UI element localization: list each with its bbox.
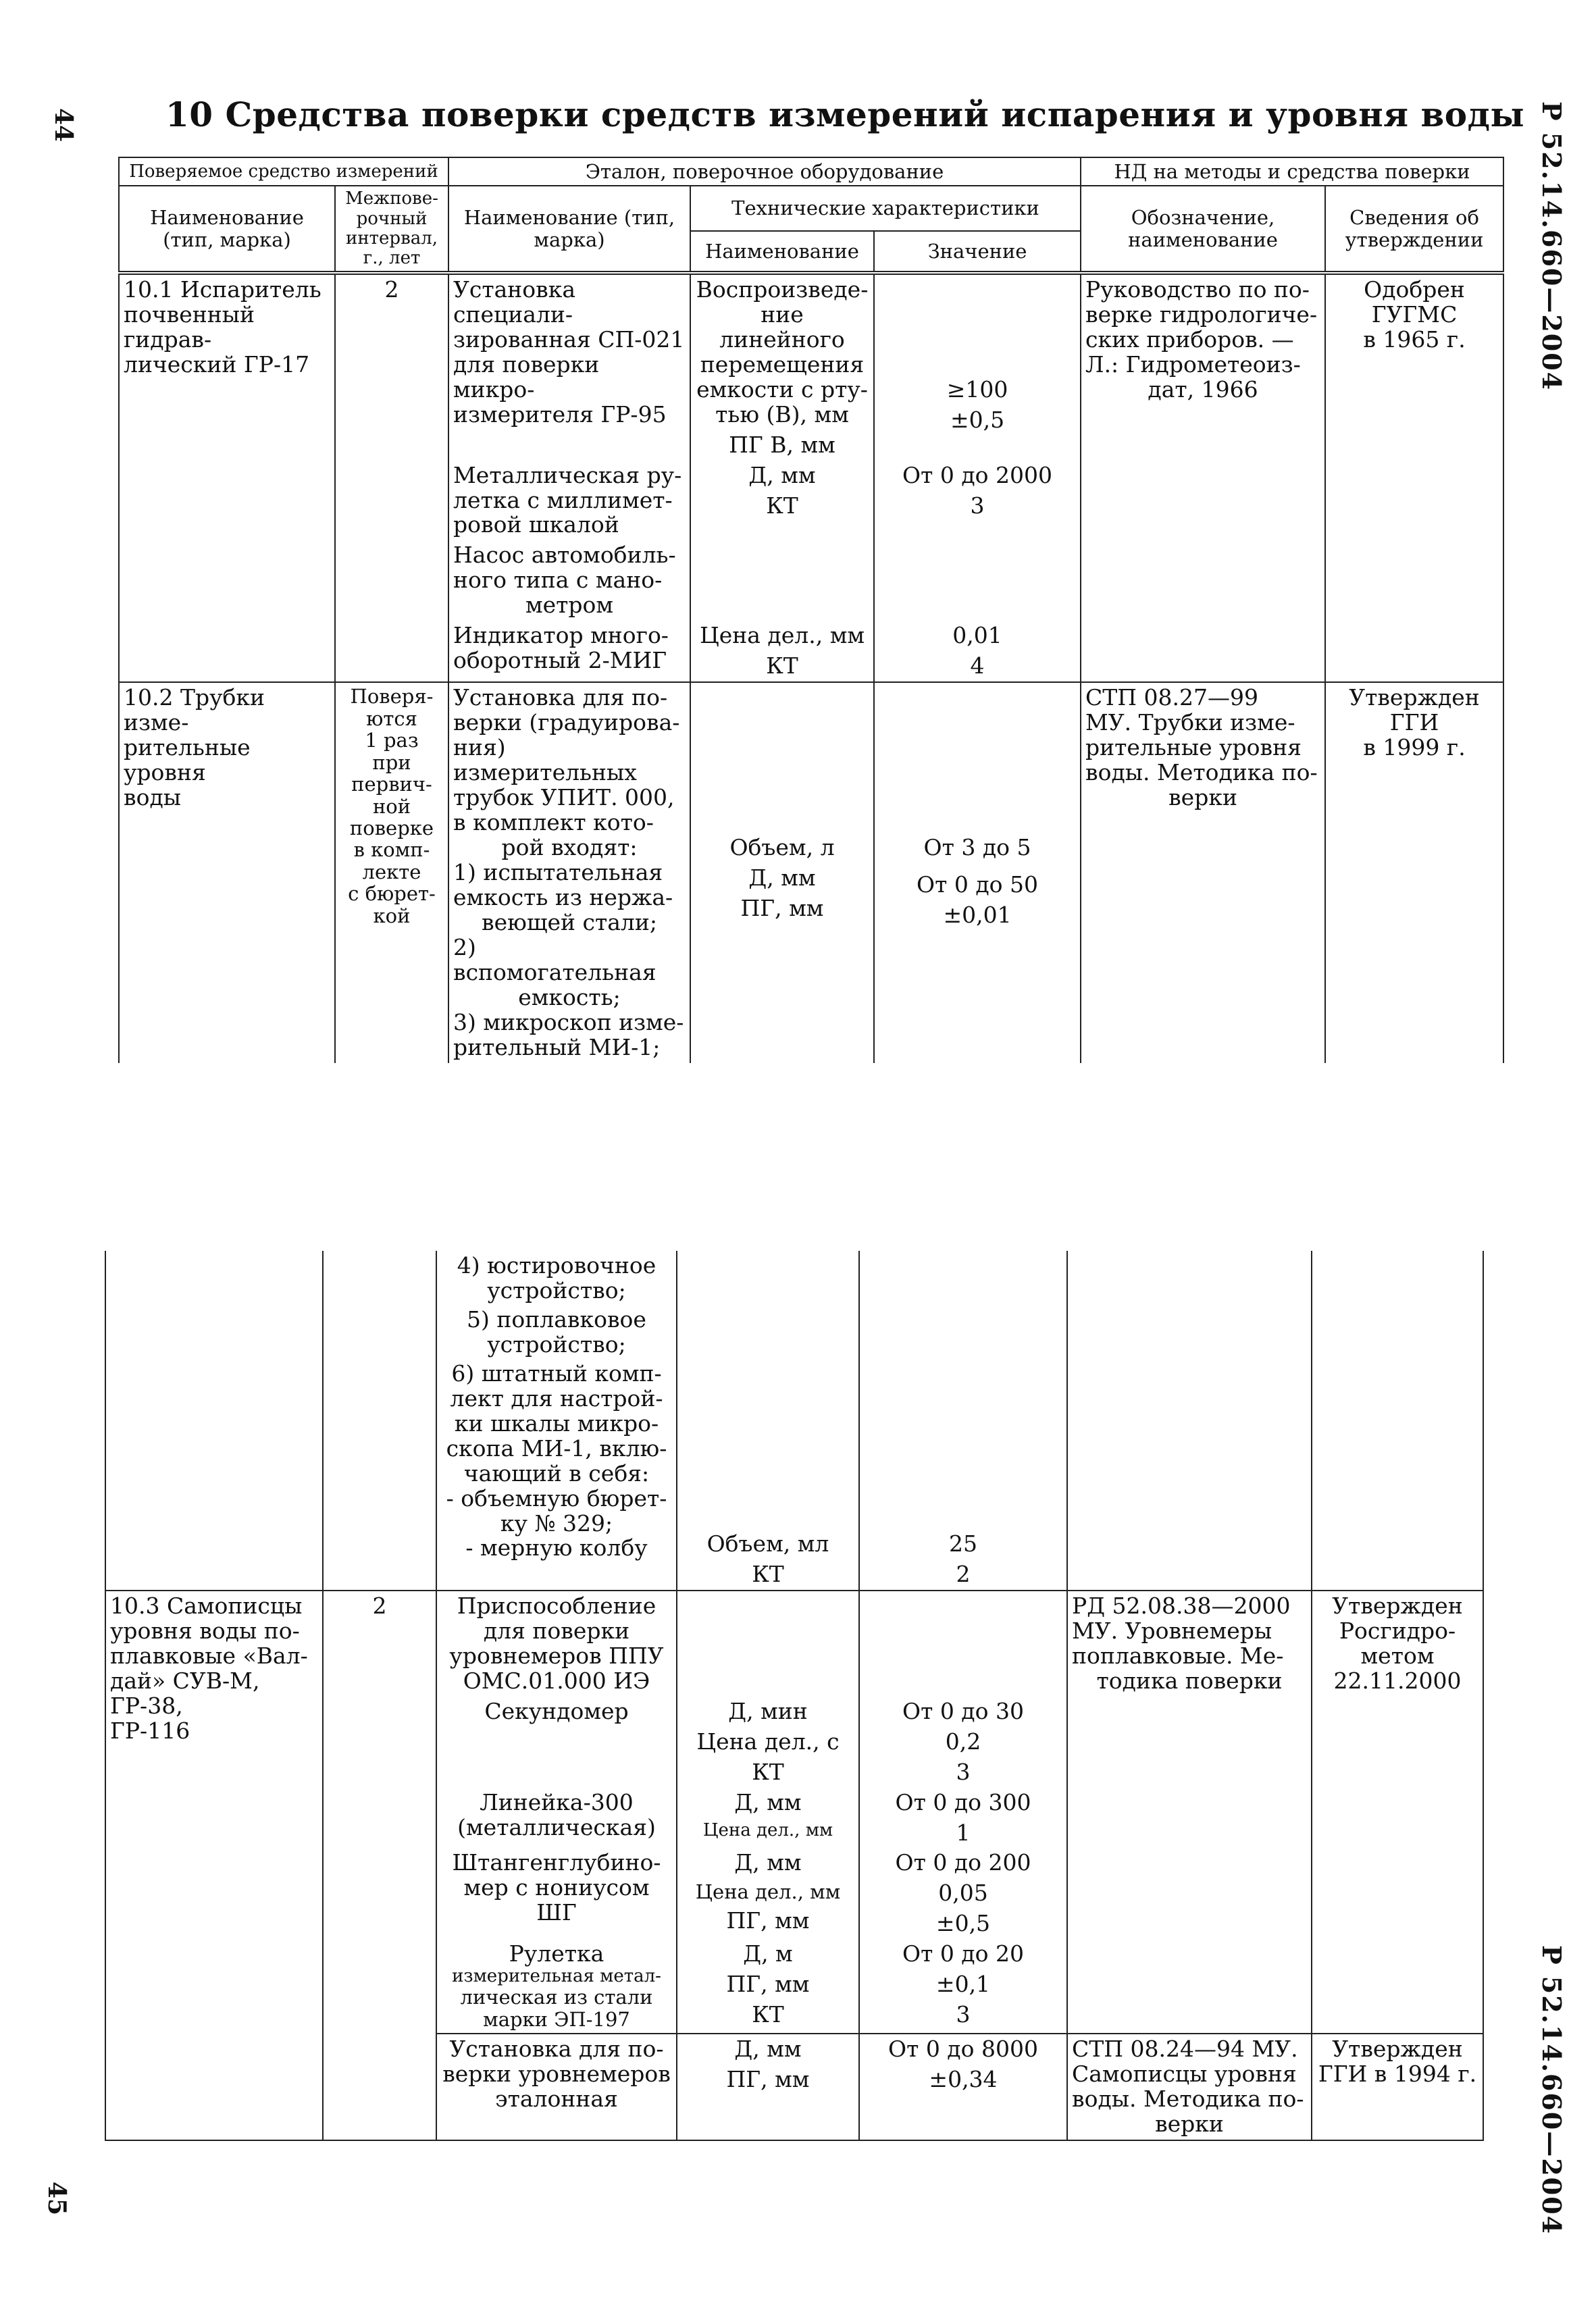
text-line: Установка специали- [453,276,576,328]
etalon-cell [436,2034,677,2140]
nd-cell [1081,682,1325,1062]
interval-cell: 2 [323,1591,436,2140]
text-line: МУ. Трубки изме- [1085,709,1295,736]
text-line: СТП 08.27—99 [1085,684,1259,711]
text-line: ±0,5 [935,1910,991,1937]
text-line: 1) испытательная [453,858,663,885]
text-line: ГГИ в 1994 г. [1318,2061,1477,2088]
text-line: От 0 до 300 [895,1788,1031,1815]
text-line: КТ [752,1560,784,1587]
interval-cell [335,682,448,1062]
text-line: трубок УПИТ. 000, [453,784,675,811]
text-line: уровня воды по- [110,1617,300,1644]
etalon-cell [448,682,690,1062]
text-line: марки ЭП-197 [483,2007,630,2031]
text-line: емкость; [518,983,621,1010]
text-line: 10.2 Трубки изме- [124,684,265,736]
text-line: ку № 329; [500,1509,613,1537]
approval-cell [1312,1591,1483,2034]
interval-cell [323,1251,436,1591]
tech-name-cell [677,1591,859,1697]
text-line: КТ [752,1758,784,1785]
text-line: метом [1360,1642,1435,1669]
text-line: - мерную колбу [465,1534,648,1562]
text-line: верки [1168,784,1237,811]
text-line: От 0 до 200 [895,1849,1031,1876]
text-line: ПГ В, мм [729,431,835,458]
text-line: 4) юстировочное [457,1252,657,1279]
text-line: От 0 до 50 [917,871,1038,898]
tech-name-cell [677,1939,859,2034]
text-line: 3) микроскоп изме- [453,1008,684,1035]
table-row [119,273,1503,461]
text-line: лект для настрой- [450,1385,663,1412]
text-line: в 1999 г. [1363,734,1466,761]
etalon-cell [448,621,690,682]
text-line: ной [372,794,411,818]
text-line: уровнемеров ППУ [449,1642,664,1669]
header-tech-value: Значение [874,231,1081,273]
text-line: скопа МИ-1, вклю- [446,1435,667,1462]
text-line: верки уровнемеров [442,2061,671,2088]
text-line: поверке [349,817,434,840]
etalon-cell [448,273,690,461]
text-line: перемещения [700,351,865,378]
text-line: Д, мм [734,1788,802,1815]
text-line: 0,2 [945,1728,981,1755]
text-line: ОМС.01.000 ИЭ [463,1667,650,1694]
text-line: измерителя ГР-95 [453,401,667,428]
text-line: верке гидрологиче- [1085,301,1318,328]
text-line: зированная СП-021 [453,326,685,353]
device-cell [105,1251,323,1591]
text-line: рительный МИ-1; [453,1033,661,1060]
text-line: Росгидро- [1339,1617,1456,1644]
tech-name-cell [690,540,874,621]
text-line: воды. Методика по- [1085,759,1318,786]
text-line: в 1965 г. [1363,326,1466,353]
text-line: измерительная метал- [452,1966,661,1987]
header-interval: Межпове-рочный интервал, г., лет [335,186,448,272]
header-tech: Технические характеристики [690,186,1081,230]
text-line: 10.1 Испаритель [124,276,321,303]
text-line: тью (В), мм [715,401,849,428]
text-line: Секундомер [484,1697,629,1724]
text-line: ки шкалы микро- [454,1410,659,1437]
text-line: дай» СУВ-М, ГР-38, [110,1667,260,1719]
text-line: 5) поплавковое [467,1306,646,1333]
text-line: Установка для по- [453,684,668,711]
tech-name-cell [690,461,874,541]
text-line: верки [1155,2111,1224,2138]
text-line: ±0,01 [943,902,1012,929]
text-line: плавковые «Вал- [110,1642,308,1669]
text-line: Объем, мл [706,1530,829,1557]
text-line: Штангенглубино- [452,1849,661,1876]
etalon-cell [448,461,690,541]
text-line: КТ [766,492,798,519]
doc-code-top: Р 52.14.660—2004 [1537,101,1567,392]
text-line: 0,01 [952,622,1002,649]
text-line: ≥100 [946,376,1008,403]
tech-value-cell [859,1697,1067,1788]
text-line: Цена дел., мм [702,1819,833,1840]
tech-value-cell [859,1251,1067,1591]
text-line: Д, мм [748,461,816,488]
text-line: Д, мм [734,1849,802,1876]
text-line: РД 52.08.38—2000 [1072,1592,1291,1619]
page-number-left: 44 [49,108,78,143]
interval-cell: 2 [335,273,448,682]
verification-table-part2 [105,1251,1484,2141]
tech-value-cell [874,682,1081,1062]
tech-value-cell [874,621,1081,682]
text-line: емкости с рту- [696,376,868,403]
text-line: Утвержден [1332,1592,1463,1619]
page-title: 10 Средства поверки средств измерений испарения и уровня воды [165,95,1525,134]
text-line: летка с миллимет- [453,486,673,513]
text-line: кой [373,904,411,927]
etalon-cell [436,1939,677,2034]
device-cell [119,273,335,682]
text-line: Насос автомобиль- [453,542,676,569]
header-tech-name: Наименование [690,231,874,273]
text-line: Д, мин [728,1697,808,1724]
doc-code-bottom: Р 52.14.660—2004 [1537,1945,1567,2236]
text-line: ских приборов. — [1085,326,1294,353]
text-line: ПГ, мм [740,895,824,922]
header-nd-approval: Сведения об утверждении [1325,186,1503,272]
text-line: рительные уровня [1085,734,1302,761]
header-device-group: Поверяемое средство измерений [119,157,448,186]
etalon-cell [436,1697,677,1788]
text-line: Линейка-300 [480,1788,634,1815]
table-row [119,682,1503,1062]
tech-name-cell [690,621,874,682]
text-line: 4 [970,652,985,679]
text-line: Приспособление [457,1592,657,1619]
text-line: 2 [956,1560,971,1587]
tech-value-cell [859,1788,1067,1849]
table-row [105,1251,1483,1591]
text-line: 0,05 [938,1880,988,1907]
text-line: рой входят: [501,833,638,860]
text-line: Самописцы уровня [1072,2061,1297,2088]
text-line: ются [366,706,417,730]
text-line: ПГ, мм [726,2066,810,2093]
tech-name-cell [690,682,874,1062]
header-etalon-group: Эталон, поверочное оборудование [448,157,1081,186]
text-line: ние линейного [719,301,845,353]
text-line: оборотный 2-МИГ [453,647,667,674]
text-line: 6) штатный комп- [451,1360,662,1387]
page-number-right: 45 [43,2182,71,2216]
table-row [105,1591,1483,1697]
approval-cell [1312,1251,1483,1591]
text-line: дат, 1966 [1148,376,1258,403]
text-line: ±0,1 [935,1971,991,1998]
text-line: ния) измерительных [453,734,637,786]
text-line: 22.11.2000 [1333,1667,1462,1694]
tech-value-cell [859,1591,1067,1697]
tech-name-cell [677,2034,859,2140]
text-line: первич- [351,773,432,796]
approval-cell [1312,2034,1483,2140]
approval-cell [1325,682,1503,1062]
text-line: в комп- [353,838,430,862]
device-cell [105,1591,323,2140]
header-nd-group: НД на методы и средства поверки [1081,157,1503,186]
text-line: с бюрет- [348,882,436,906]
tech-value-cell [859,1939,1067,2034]
text-line: От 0 до 20 [902,1940,1024,1967]
text-line: для поверки [483,1617,630,1644]
text-line: 25 [949,1530,977,1557]
nd-cell [1081,273,1325,682]
text-line: воды [124,784,182,811]
text-line: - объемную бюрет- [446,1485,667,1512]
text-line: 3 [970,492,985,519]
text-line: ГУГМС [1371,301,1458,328]
text-line: поплавковые. Ме- [1072,1642,1284,1669]
text-line: 10.3 Самописцы [110,1592,303,1619]
text-line: (металлическая) [457,1813,656,1840]
text-line: От 0 до 30 [902,1697,1024,1724]
text-line: рительные уровня [124,734,251,786]
text-line: МУ. Уровнемеры [1072,1617,1272,1644]
text-line: ПГ, мм [726,1907,810,1934]
text-line: тодика поверки [1096,1667,1283,1694]
header-etalon-name: Наименование (тип, марка) [448,186,690,272]
text-line: Металлическая ру- [453,461,682,488]
text-line: воды. Методика по- [1072,2086,1304,2113]
approval-cell [1325,273,1503,682]
text-line: лическая из стали [460,1986,653,2009]
text-line: при [372,750,411,774]
text-line: ГР-116 [110,1717,190,1744]
tech-value-cell [874,461,1081,541]
text-line: 1 [956,1819,971,1846]
etalon-cell [436,1251,677,1591]
nd-cell [1067,1251,1312,1591]
etalon-cell [436,1591,677,1697]
text-line: Цена дел., мм [699,622,865,649]
etalon-cell [448,540,690,621]
text-line: устройство; [487,1276,626,1304]
tech-name-cell [677,1848,859,1939]
text-line: Установка для по- [449,2036,664,2063]
tech-value-cell [874,273,1081,461]
text-line: Л.: Гидрометеоиз- [1085,351,1301,378]
tech-name-cell [690,273,874,461]
etalon-cell [436,1788,677,1849]
text-line: лекте [362,860,421,883]
text-line: для поверки микро- [453,351,600,403]
verification-table-part1 [118,157,1504,1063]
text-line: 2) вспомогательная [453,933,657,985]
text-line: в комплект кото- [453,808,654,835]
text-line: Цена дел., с [696,1728,840,1755]
tech-value-cell [859,1848,1067,1939]
text-line: 3 [956,1758,971,1785]
text-line: 1 раз [365,729,419,752]
text-line: устройство; [487,1331,626,1358]
text-line: ±0,34 [929,2066,998,2093]
etalon-cell [436,1848,677,1939]
text-line: Объем, л [729,834,835,861]
tech-name-cell [677,1788,859,1849]
text-line: КТ [752,2001,784,2028]
text-line: Цена дел., мм [695,1880,841,1904]
text-line: Руководство по по- [1085,276,1310,303]
nd-cell [1067,2034,1312,2140]
text-line: емкость из нержа- [453,883,673,910]
text-line: Утвержден [1332,2036,1463,2063]
text-line: веющей стали; [481,908,658,935]
text-line: почвенный гидрав- [124,301,255,353]
text-line: Рулетка [509,1940,604,1967]
text-line: метром [525,592,614,619]
text-line: Д, м [743,1940,793,1967]
text-line: ПГ, мм [726,1971,810,1998]
text-line: Воспроизведе- [696,276,869,303]
text-line: От 0 до 2000 [902,461,1052,488]
text-line: Поверя- [350,685,434,708]
text-line: чающий в себя: [463,1460,650,1487]
text-line: верки (градуирова- [453,709,680,736]
text-line: КТ [766,652,798,679]
tech-name-cell [677,1697,859,1788]
header-device-name: Наименование (тип, марка) [119,186,335,272]
nd-cell [1067,1591,1312,2034]
text-line: ного типа с мано- [453,567,663,594]
text-line: мер с нониусом [463,1874,650,1901]
text-line: Утвержден [1349,684,1480,711]
tech-name-cell [677,1251,859,1591]
text-line: От 3 до 5 [923,834,1031,861]
text-line: Одобрен [1364,276,1465,303]
text-line: 3 [956,2001,971,2028]
text-line: ГГИ [1389,709,1439,736]
text-line: ШГ [536,1899,577,1926]
text-line: эталонная [495,2086,618,2113]
text-line: ±0,5 [950,406,1005,433]
text-line: лический ГР-17 [124,351,310,378]
header-nd-designation: Обозначение, наименование [1081,186,1325,272]
device-cell [119,682,335,1062]
tech-value-cell [874,540,1081,621]
text-line: Индикатор много- [453,622,669,649]
text-line: Д, мм [734,2036,802,2063]
text-line: ровой шкалой [453,511,619,538]
text-line: От 0 до 8000 [888,2036,1038,2063]
text-line: СТП 08.24—94 МУ. [1072,2036,1298,2063]
tech-value-cell [859,2034,1067,2140]
text-line: Д, мм [748,864,816,892]
